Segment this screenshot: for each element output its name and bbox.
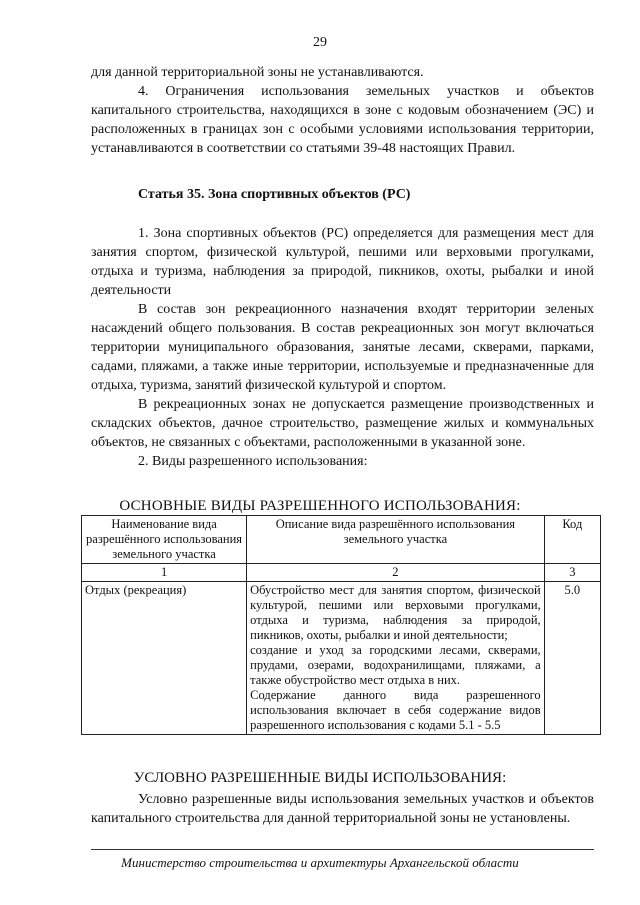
article-paragraph-4: 2. Виды разрешенного использования:	[138, 454, 368, 469]
permitted-uses-table	[81, 515, 601, 735]
column-number-row	[82, 564, 601, 582]
use-description-part: Обустройство мест для занятия спортом, физической культурой, пешими или верховыми прогулками, отдыха и туризма, наблюдения за природой, пикников, охоты, рыбалки и иной деятельности;	[250, 583, 541, 642]
header-name: Наименование вида разрешённого использования земельного участка	[82, 516, 247, 564]
use-description-part: Содержание данного вида разрешенного использования включает в себя содержание видов разрешенного использования с кодами 5.1 - 5.5	[250, 688, 541, 732]
use-code: 5.0	[544, 582, 600, 735]
use-name: Отдых (рекреация)	[82, 582, 247, 735]
table-row	[82, 582, 601, 735]
page-number: 29	[313, 35, 327, 50]
conditional-uses-body	[91, 790, 594, 828]
article-heading: Статья 35. Зона спортивных объектов (РС)	[138, 187, 411, 202]
header-description: Описание вида разрешённого использования земельного участка	[247, 516, 545, 564]
column-number: 2	[247, 564, 545, 582]
article-paragraph-1: 1. Зона спортивных объектов (РС) определяется для размещения мест для занятия спортом, физической культурой, пешими или верховыми прогулками, отдыха и туризма, наблюдения за природой, пикников, охоты, рыбалки и иной деятельности	[91, 226, 594, 298]
footer-text: Министерство строительства и архитектуры Архангельской области	[121, 855, 519, 870]
use-description-part: создание и уход за городскими лесами, скверами, прудами, озерами, водохранилищами, пляжами, а также обустройство мест отдыха в них.	[250, 643, 541, 687]
article-paragraph-2: В состав зон рекреационного назначения входят территории зеленых насаждений общего пользования. В состав рекреационных зон могут включаться территории муниципального образования, занятые лесами, скверами, парками, садами, пляжами, а также иные территории, используемые и предназначенные для отдыха, туризма, занятий физической культурой и спортом.	[91, 302, 594, 393]
article-body	[91, 224, 594, 471]
conditional-uses-text: Условно разрешенные виды использования земельных участков и объектов капитального строительства для данной территориальной зоны не установлены.	[91, 792, 594, 826]
intro-block	[91, 63, 594, 158]
intro-paragraph-4: 4. Ограничения использования земельных участков и объектов капитального строительства, находящихся в зоне с кодовым обозначением (ЭС) и расположенных в границах зон с особыми условиями использования территории, устанавливаются в соответствии со статьями 39-48 настоящих Правил.	[91, 84, 594, 156]
intro-line: для данной территориальной зоны не устанавливаются.	[91, 65, 424, 80]
article-paragraph-3: В рекреационных зонах не допускается размещение производственных и складских объектов, дачное строительство, размещение жилых и коммунальных объектов, не связанных с объектами, расположенными в указанной зоне.	[91, 397, 594, 450]
use-description	[247, 582, 545, 735]
column-number: 3	[544, 564, 600, 582]
conditional-uses-title: УСЛОВНО РАЗРЕШЕННЫЕ ВИДЫ ИСПОЛЬЗОВАНИЯ:	[133, 770, 507, 786]
main-uses-title: ОСНОВНЫЕ ВИДЫ РАЗРЕШЕННОГО ИСПОЛЬЗОВАНИЯ:	[119, 498, 521, 514]
footer-divider	[91, 849, 594, 850]
table-header-row	[82, 516, 601, 564]
column-number: 1	[82, 564, 247, 582]
header-code: Код	[544, 516, 600, 564]
